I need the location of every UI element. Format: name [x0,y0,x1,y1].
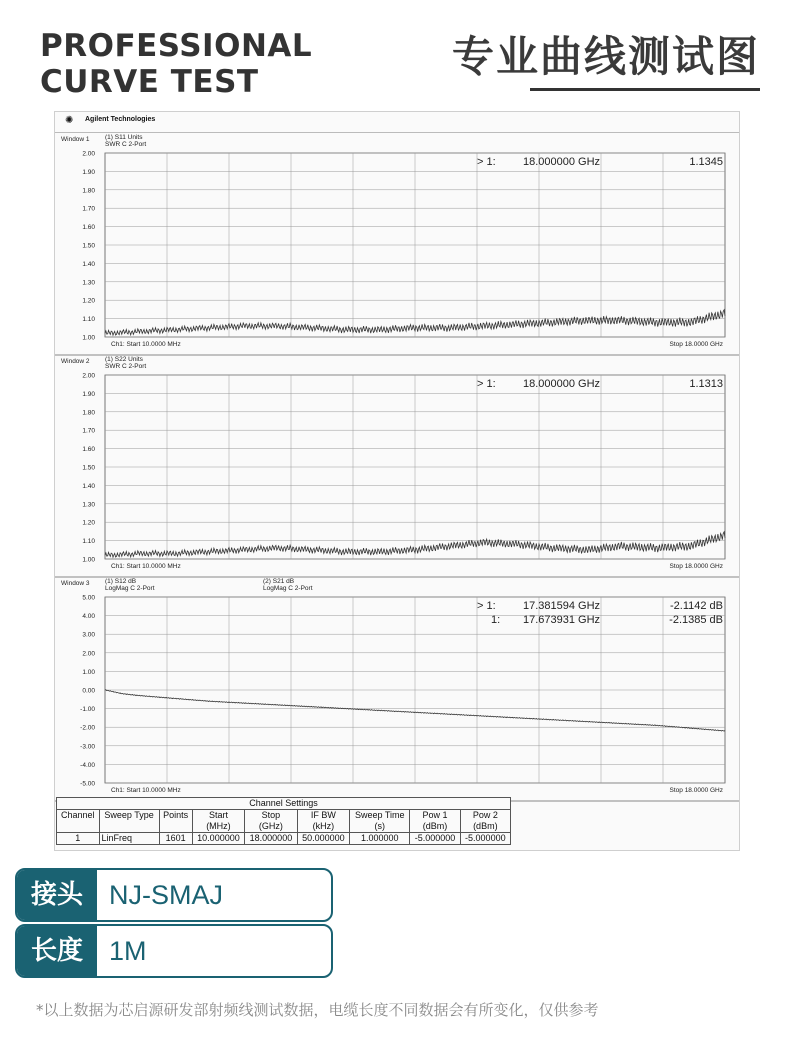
title-chinese: 专业曲线测试图 [451,32,760,81]
channel-settings-table [56,797,511,845]
stop-frequency-label: Stop 18.0000 GHz [669,563,723,570]
marker-frequency: 18.000000 GHz [523,378,601,390]
brand-bar [55,112,739,133]
analyzer-window-3 [55,578,739,801]
y-tick-label: 2.00 [82,650,95,658]
y-tick-label: 1.30 [82,501,95,509]
analyzer-window-2 [55,356,739,577]
settings-header-cell: Points [159,810,192,822]
settings-unit-cell: (dBm) [460,821,510,833]
settings-header-cell: Pow 1 [410,810,460,822]
settings-header-cell: Channel [57,810,100,822]
window-label: Window 1 [61,136,90,143]
settings-unit-cell [57,821,100,833]
y-tick-label: 1.30 [82,279,95,287]
settings-header-cell: Stop [245,810,297,822]
format-label: LogMag C 2-Port [105,585,155,592]
brand-name: Agilent Technologies [85,116,156,123]
y-tick-label: -2.00 [80,724,95,732]
y-tick-label: 1.10 [82,538,95,546]
settings-value-cell: 1.000000 [350,833,410,845]
footnote: *以上数据为芯启源研发部射频线测试数据，电缆长度不同数据会有所变化，仅供参考 [36,1001,599,1019]
stop-frequency-label: Stop 18.0000 GHz [669,341,723,348]
y-tick-label: 1.50 [82,464,95,472]
channel-settings-title: Channel Settings [57,798,511,810]
y-tick-label: 1.80 [82,187,95,195]
spec-connector [15,868,333,922]
settings-value-cell: 1601 [159,833,192,845]
y-tick-label: 1.70 [82,427,95,435]
settings-value-cell: 1 [57,833,100,845]
y-tick-label: 1.00 [82,556,95,564]
format-label: SWR C 2-Port [105,363,147,370]
plot-area [55,133,739,819]
y-tick-label: 4.00 [82,613,95,621]
y-tick-label: 5.00 [82,594,95,602]
settings-value-cell: 18.000000 [245,833,297,845]
settings-value-cell: 50.000000 [297,833,349,845]
settings-unit-cell: (kHz) [297,821,349,833]
y-tick-label: 1.70 [82,205,95,213]
format-label: SWR C 2-Port [105,141,147,148]
trace2-label: (2) S21 dB [263,578,295,585]
marker-value: 1.1313 [689,378,723,390]
settings-header-cell: Sweep Time [350,810,410,822]
y-tick-label: 3.00 [82,631,95,639]
y-tick-label: 1.10 [82,316,95,324]
spec-length [15,924,333,978]
settings-value-cell: 10.000000 [192,833,244,845]
trace-label: (1) S12 dB [105,578,137,585]
y-tick-label: 1.80 [82,409,95,417]
trace-label: (1) S22 Units [105,356,143,363]
marker-value: -2.1142 dB [669,600,723,612]
marker-frequency: 17.381594 GHz [523,600,601,612]
y-tick-label: 1.20 [82,297,95,305]
marker2-value: -2.1385 dB [669,614,723,626]
trace-label: (1) S11 Units [105,134,143,141]
channel-settings-header [57,810,511,822]
agilent-logo-icon: ✺ [65,115,74,126]
y-tick-label: -4.00 [80,761,95,769]
window-label: Window 2 [61,358,90,365]
y-tick-label: 1.60 [82,224,95,232]
y-tick-label: 1.40 [82,482,95,490]
y-tick-label: -1.00 [80,706,95,714]
settings-value-cell: -5.000000 [460,833,510,845]
settings-unit-cell [159,821,192,833]
y-tick-label: 1.00 [82,668,95,676]
marker2-frequency: 17.673931 GHz [523,614,601,626]
settings-unit-cell [99,821,159,833]
y-tick-label: -5.00 [80,780,95,788]
title-english [40,28,312,100]
stop-frequency-label: Stop 18.0000 GHz [669,787,723,794]
y-tick-label: 1.40 [82,260,95,268]
y-tick-label: 1.20 [82,519,95,527]
settings-header-cell: IF BW [297,810,349,822]
y-tick-label: -3.00 [80,743,95,751]
settings-header-cell: Sweep Type [99,810,159,822]
channel-settings-units [57,821,511,833]
marker-label: > 1: [477,378,496,390]
start-frequency-label: Ch1: Start 10.0000 MHz [111,787,181,794]
y-tick-label: 1.00 [82,334,95,342]
settings-unit-cell: (s) [350,821,410,833]
marker-value: 1.1345 [689,156,723,168]
settings-unit-cell: (MHz) [192,821,244,833]
settings-value-cell: LinFreq [99,833,159,845]
marker2-label: 1: [491,614,501,626]
marker-label: > 1: [477,156,496,168]
analyzer-printout [54,111,740,851]
title-underline [530,88,760,91]
y-tick-label: 2.00 [82,150,95,158]
start-frequency-label: Ch1: Start 10.0000 MHz [111,563,181,570]
y-tick-label: 1.90 [82,390,95,398]
y-tick-label: 2.00 [82,372,95,380]
y-tick-label: 1.90 [82,168,95,176]
settings-value-cell: -5.000000 [410,833,460,845]
spec-connector-value: NJ-SMAJ [109,880,223,910]
window-label: Window 3 [61,580,90,587]
y-tick-label: 1.60 [82,446,95,454]
title-english-line2: CURVE TEST [40,64,259,100]
title-english-line1: PROFESSIONAL [40,28,313,64]
settings-unit-cell: (GHz) [245,821,297,833]
channel-settings-row [57,833,511,845]
spec-length-key: 长度 [17,926,97,976]
spec-connector-key: 接头 [17,870,97,920]
marker-frequency: 18.000000 GHz [523,156,601,168]
start-frequency-label: Ch1: Start 10.0000 MHz [111,341,181,348]
format2-label: LogMag C 2-Port [263,585,313,592]
settings-header-cell: Start [192,810,244,822]
spec-length-value: 1M [109,936,147,966]
y-tick-label: 1.50 [82,242,95,250]
settings-unit-cell: (dBm) [410,821,460,833]
y-tick-label: 0.00 [82,687,95,695]
marker-label: > 1: [477,600,496,612]
settings-header-cell: Pow 2 [460,810,510,822]
analyzer-window-1 [55,134,739,355]
